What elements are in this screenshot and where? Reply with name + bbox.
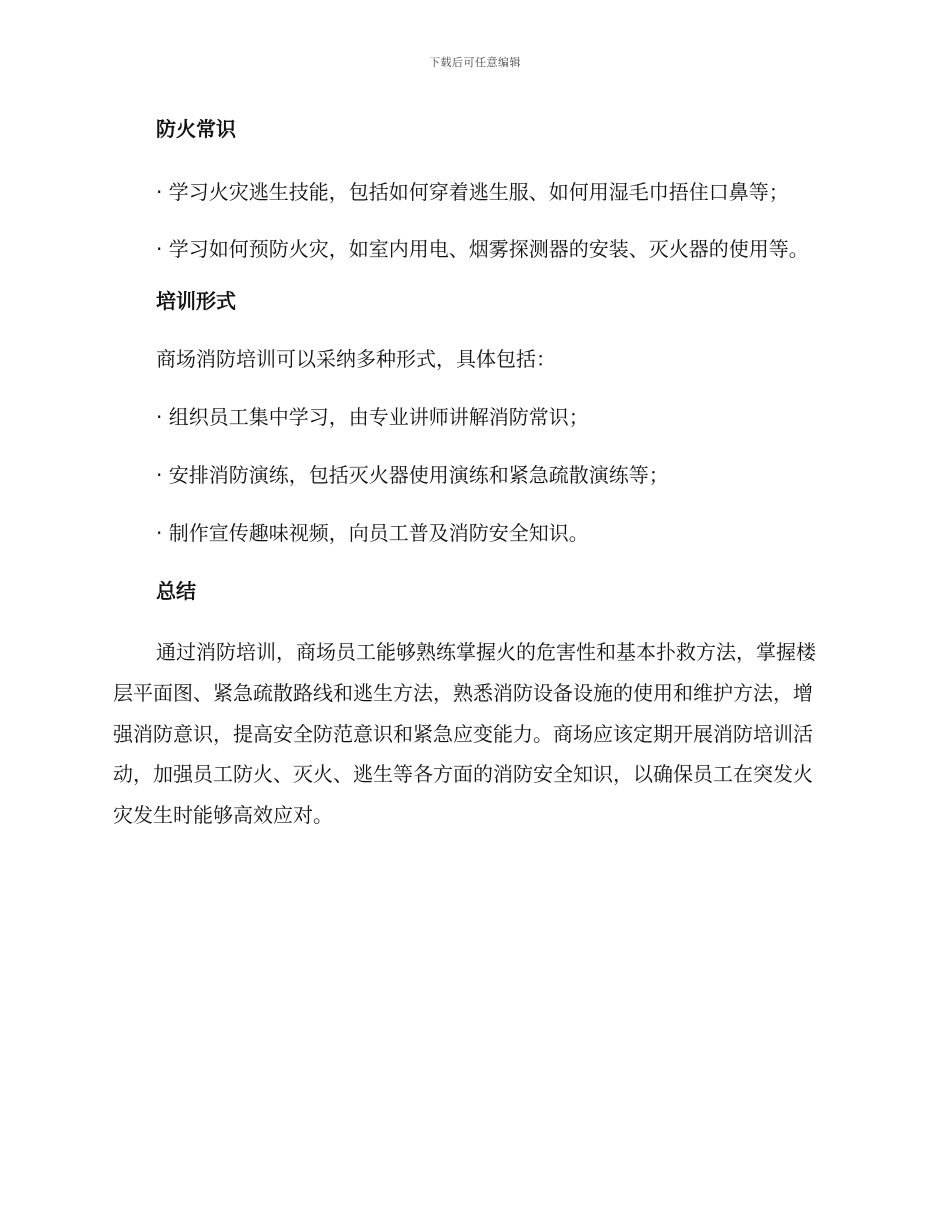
bullet-promo-videos: · 制作宣传趣味视频，向员工普及消防安全知识。 xyxy=(156,521,589,545)
bullet-escape-skills: · 学习火灾逃生技能，包括如何穿着逃生服、如何用湿毛巾捂住口鼻等； xyxy=(156,180,789,204)
header-note: 下载后可任意编辑 xyxy=(429,56,521,69)
bullet-fire-drills: · 安排消防演练，包括灭火器使用演练和紧急疏散演练等； xyxy=(156,463,669,487)
section-heading-fire-prevention: 防火常识 xyxy=(156,117,236,141)
bullet-centralized-learning: · 组织员工集中学习，由专业讲师讲解消防常识； xyxy=(156,405,589,429)
section-heading-summary: 总结 xyxy=(156,579,196,603)
summary-paragraph: 通过消防培训，商场员工能够熟练掌握火的危害性和基本扑救方法，掌握楼层平面图、紧急疏散路线和逃生方法，熟悉消防设备设施的使用和维护方法，增强消防意识，提高安全防范意识和紧急应变能力。商场应该定期开展消防培训活动，加强员工防火、灭火、逃生等各方面的消防安全知识，以确保员工在突发火灾发生时能够高效应对。 xyxy=(113,640,816,828)
bullet-fire-prevention: · 学习如何预防火灾，如室内用电、烟雾探测器的安装、灭火器的使用等。 xyxy=(156,237,809,261)
section-heading-training-forms: 培训形式 xyxy=(156,289,236,313)
document-content xyxy=(113,112,829,848)
training-forms-intro: 商场消防培训可以采纳多种形式，具体包括： xyxy=(156,347,556,371)
